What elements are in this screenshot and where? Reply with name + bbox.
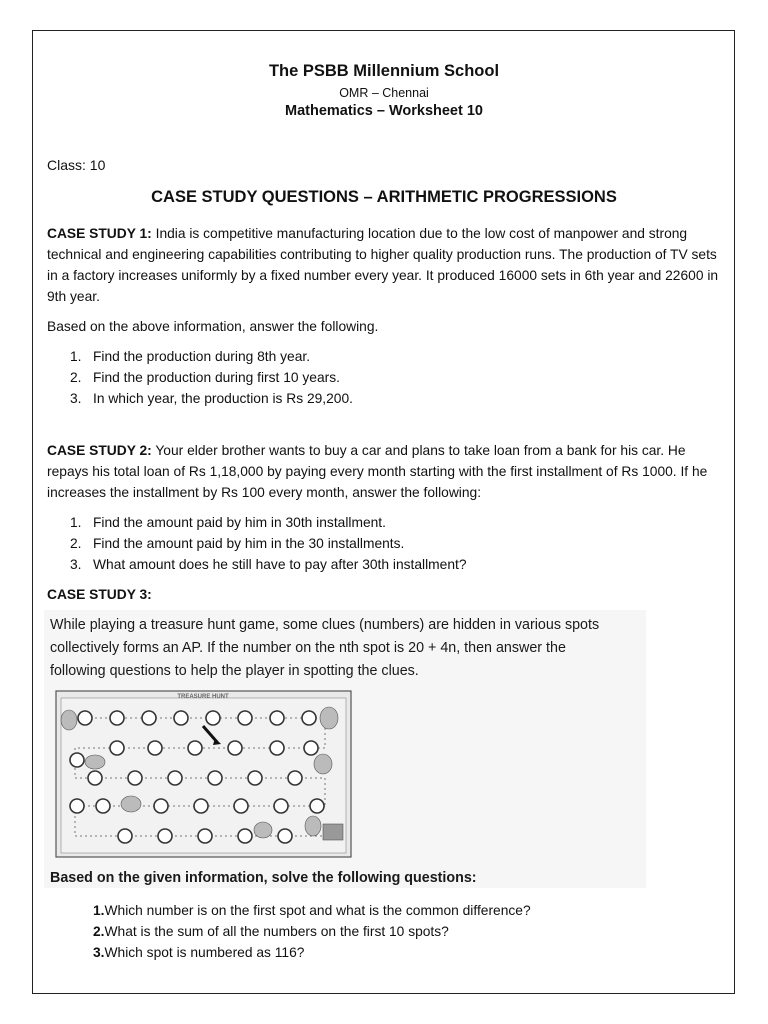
case-study-3-image-text <box>50 614 630 683</box>
list-item: 1.Which number is on the first spot and what is the common difference? <box>93 903 531 918</box>
case-study-3-image-footer: Based on the given information, solve the following questions: <box>50 870 477 886</box>
list-item: 3. In which year, the production is Rs 29,200. <box>70 391 353 406</box>
case-study-1-prompt: Based on the above information, answer the following. <box>47 319 379 334</box>
worksheet-title: Mathematics – Worksheet 10 <box>285 103 483 119</box>
list-item: 1. Find the amount paid by him in 30th installment. <box>70 515 386 530</box>
case-study-1-label: CASE STUDY 1: <box>47 226 152 241</box>
image-text-line: following questions to help the player in spotting the clues. <box>50 663 419 679</box>
school-location: OMR – Chennai <box>339 86 429 100</box>
case-study-1-questions <box>70 346 720 409</box>
list-item: 3. What amount does he still have to pay after 30th installment? <box>70 557 467 572</box>
image-text-line: While playing a treasure hunt game, some clues (numbers) are hidden in various spots <box>50 617 600 633</box>
list-item: 2. Find the production during first 10 years. <box>70 370 340 385</box>
case-study-1-text: India is competitive manufacturing location due to the low cost of manpower and strong technical and engineering capabilities contributing to higher quality production runs. The production of TV sets in a factory increases uniformly by a fixed number every year. It produced 16000 sets in 6th year and 22600 in 9th year. <box>47 226 719 304</box>
case-study-2-paragraph <box>47 440 729 503</box>
school-name: The PSBB Millennium School <box>268 62 500 80</box>
class-label: Class: 10 <box>47 157 106 173</box>
map-title: TREASURE HUNT <box>177 694 229 700</box>
case-study-2-text: Your elder brother wants to buy a car and plans to take loan from a bank for his car. He repays his total loan of Rs 1,18,000 by paying every month starting with the first installment of Rs 1000. If he increases the installment by Rs 100 every month, answer the following: <box>47 443 708 500</box>
case-study-3-label: CASE STUDY 3: <box>47 587 152 602</box>
case-study-2-label: CASE STUDY 2: <box>47 443 152 458</box>
image-text-line: collectively forms an AP. If the number on the nth spot is 20 + 4n, then answer the <box>50 640 566 656</box>
list-item: 2. Find the amount paid by him in the 30 installments. <box>70 536 405 551</box>
case-study-2-questions <box>70 512 720 575</box>
case-study-1-paragraph <box>47 223 729 307</box>
list-item: 2.What is the sum of all the numbers on the first 10 spots? <box>93 924 449 939</box>
treasure-hunt-map <box>55 690 352 858</box>
page-title: CASE STUDY QUESTIONS – ARITHMETIC PROGRESSIONS <box>151 188 617 206</box>
case-study-3-questions <box>70 900 720 963</box>
list-item: 3.Which spot is numbered as 116? <box>93 945 305 960</box>
list-item: 1. Find the production during 8th year. <box>70 349 311 364</box>
